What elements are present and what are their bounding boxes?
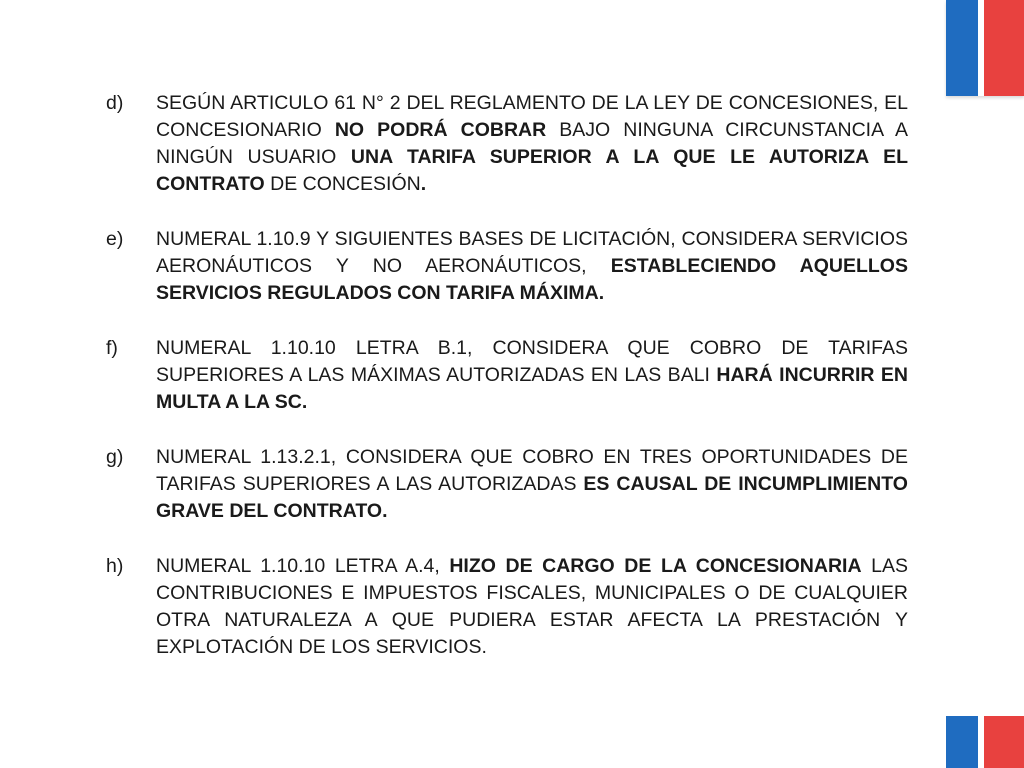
list-item-text: [156, 444, 908, 525]
emphasis-text: .: [420, 173, 427, 195]
flag-red-stripe: [984, 716, 1024, 768]
flag-blue-stripe: [946, 716, 978, 768]
body-text: DE CONCESIÓN: [264, 173, 421, 195]
flag-red-stripe: [984, 0, 1024, 96]
list-item-text: [156, 226, 908, 307]
emphasis-text: ES CAUSAL DE INCUMPLIMIENTO GRAVE DEL CONTRATO.: [156, 473, 908, 522]
body-text: SEGÚN ARTICULO 61 N° 2 DEL REGLAMENTO DE LA LEY DE CONCESIONES, EL CONCESIONARIO: [156, 92, 908, 141]
list-item-text: [156, 90, 908, 198]
list-item: [106, 90, 908, 198]
emphasis-text: NO PODRÁ COBRAR: [334, 119, 547, 141]
body-text: NUMERAL 1.13.2.1, CONSIDERA QUE COBRO EN TRES OPORTUNIDADES DE TARIFAS SUPERIORES A LAS AUTORIZADAS: [156, 446, 908, 495]
body-text: NUMERAL 1.10.9 Y SIGUIENTES BASES DE LICITACIÓN, CONSIDERA SERVICIOS AERONÁUTICOS Y NO AERONÁUTICOS,: [156, 228, 908, 277]
list-item: [106, 553, 908, 661]
body-text: BAJO NINGUNA CIRCUNSTANCIA A NINGÚN USUARIO: [156, 119, 909, 168]
slide-body: [106, 90, 908, 689]
list-item-letter: f): [106, 337, 118, 359]
flag-blue-stripe: [946, 0, 978, 96]
list-item-letter: d): [106, 92, 124, 114]
list-item-text: [156, 553, 908, 661]
body-text: NUMERAL 1.10.10 LETRA B.1, CONSIDERA QUE COBRO DE TARIFAS SUPERIORES A LAS MÁXIMAS AUTORIZADAS EN LAS BALI: [156, 337, 908, 386]
list-item-text: [156, 335, 908, 416]
list-item-letter: g): [106, 446, 124, 468]
body-text: NUMERAL 1.10.10 LETRA A.4,: [156, 555, 450, 577]
emphasis-text: UNA TARIFA SUPERIOR A LA QUE LE AUTORIZA EL CONTRATO: [156, 146, 908, 195]
list-item: [106, 335, 908, 416]
emphasis-text: ESTABLECIENDO AQUELLOS SERVICIOS REGULADOS CON TARIFA MÁXIMA.: [156, 255, 908, 304]
flag-decoration-bottom: [946, 716, 1024, 768]
flag-decoration-top: [946, 0, 1024, 96]
list-item-letter: h): [106, 555, 124, 577]
emphasis-text: HIZO DE CARGO DE LA CONCESIONARIA: [449, 555, 862, 577]
emphasis-text: HARÁ INCURRIR EN MULTA A LA SC.: [156, 364, 908, 413]
list-item: [106, 444, 908, 525]
body-text: LAS CONTRIBUCIONES E IMPUESTOS FISCALES, MUNICIPALES O DE CUALQUIER OTRA NATURALEZA A QUE PUDIERA ESTAR AFECTA LA PRESTACIÓN Y EXPLOTACIÓN DE LOS SERVICIOS.: [156, 555, 908, 658]
list-item-letter: e): [106, 228, 124, 250]
list-item: [106, 226, 908, 307]
